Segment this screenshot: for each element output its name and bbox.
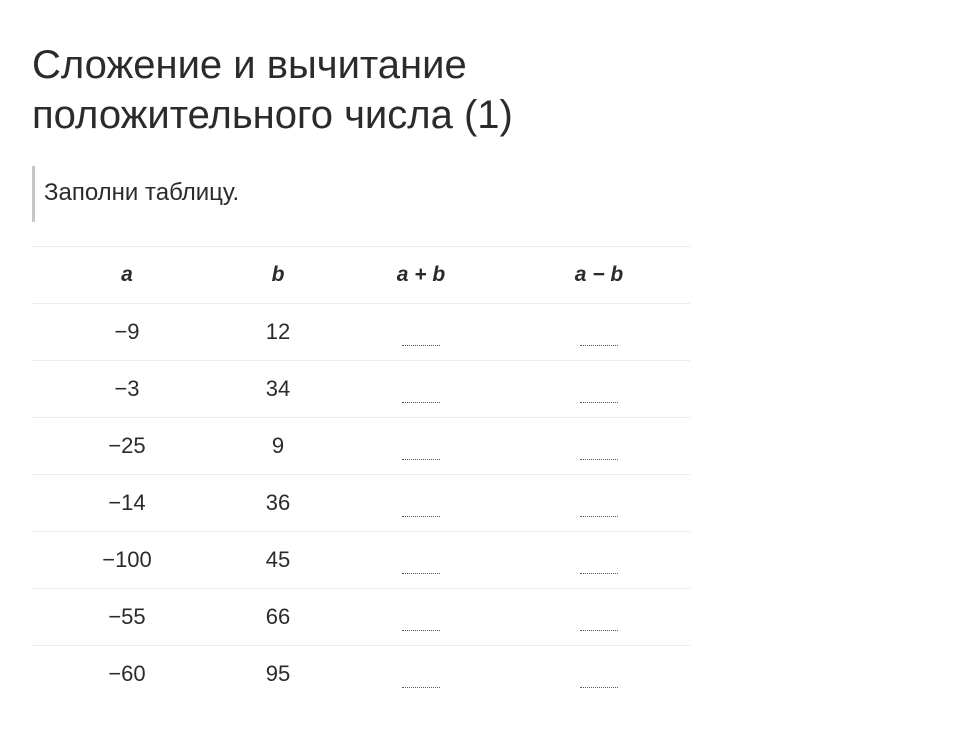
cell-a: −3 [32, 361, 222, 418]
cell-sum [334, 475, 508, 532]
task-instruction [32, 166, 684, 222]
cell-b: 66 [222, 589, 334, 646]
answer-blank-sum[interactable] [402, 388, 440, 403]
header-sum: a + b [334, 247, 508, 304]
cell-difference [508, 589, 690, 646]
cell-a: −14 [32, 475, 222, 532]
answer-blank-sum[interactable] [402, 616, 440, 631]
header-b: b [222, 247, 334, 304]
table-row [32, 361, 690, 418]
cell-difference [508, 532, 690, 589]
answer-blank-sum[interactable] [402, 673, 440, 688]
answer-blank-sum[interactable] [402, 331, 440, 346]
cell-difference [508, 418, 690, 475]
cell-sum [334, 304, 508, 361]
title-line-1: Сложение и вычитание [32, 43, 467, 87]
cell-difference [508, 475, 690, 532]
cell-difference [508, 304, 690, 361]
answer-blank-difference[interactable] [580, 502, 618, 517]
exercise-table [32, 246, 690, 702]
instruction-text: Заполни таблицу. [44, 179, 240, 206]
table-row [32, 304, 690, 361]
cell-b: 9 [222, 418, 334, 475]
cell-a: −60 [32, 646, 222, 703]
cell-sum [334, 532, 508, 589]
cell-b: 34 [222, 361, 334, 418]
answer-blank-sum[interactable] [402, 559, 440, 574]
answer-blank-sum[interactable] [402, 502, 440, 517]
cell-sum [334, 418, 508, 475]
table-row [32, 646, 690, 703]
cell-sum [334, 646, 508, 703]
answer-blank-difference[interactable] [580, 616, 618, 631]
cell-a: −100 [32, 532, 222, 589]
table-row [32, 589, 690, 646]
answer-blank-difference[interactable] [580, 331, 618, 346]
answer-blank-difference[interactable] [580, 445, 618, 460]
cell-b: 36 [222, 475, 334, 532]
table-row [32, 418, 690, 475]
table-row [32, 475, 690, 532]
answer-blank-difference[interactable] [580, 388, 618, 403]
answer-blank-sum[interactable] [402, 445, 440, 460]
cell-a: −25 [32, 418, 222, 475]
cell-difference [508, 646, 690, 703]
table-row [32, 532, 690, 589]
answer-blank-difference[interactable] [580, 673, 618, 688]
cell-difference [508, 361, 690, 418]
header-difference: a − b [508, 247, 690, 304]
cell-a: −55 [32, 589, 222, 646]
cell-b: 12 [222, 304, 334, 361]
cell-sum [334, 361, 508, 418]
header-a: a [32, 247, 222, 304]
cell-sum [334, 589, 508, 646]
title-line-2: положительного числа (1) [32, 93, 513, 137]
answer-blank-difference[interactable] [580, 559, 618, 574]
cell-a: −9 [32, 304, 222, 361]
cell-b: 45 [222, 532, 334, 589]
page-title [32, 40, 652, 140]
cell-b: 95 [222, 646, 334, 703]
table-header-row [32, 247, 690, 304]
